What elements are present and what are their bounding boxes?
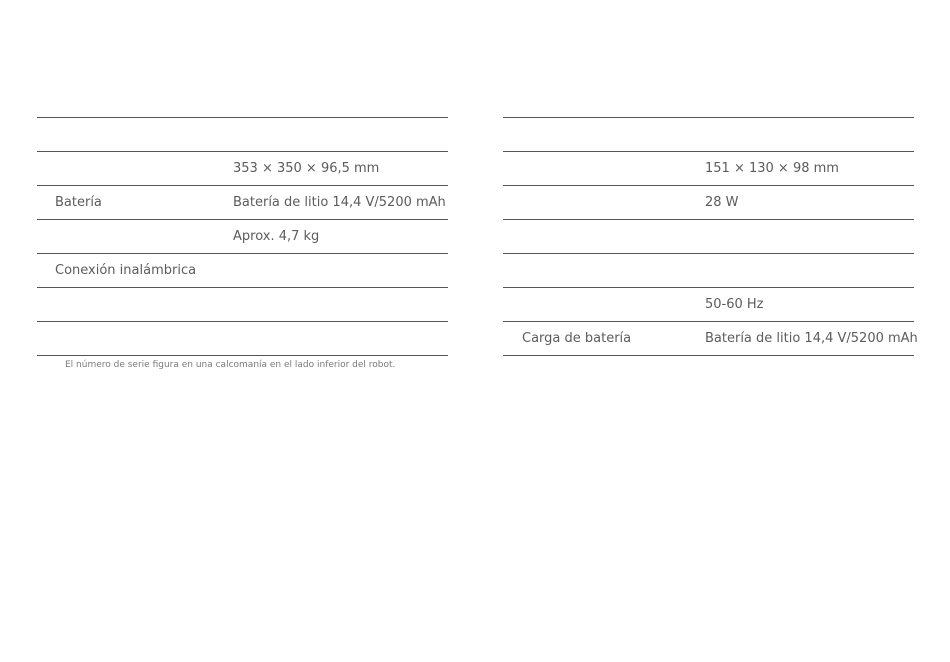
table-row — [37, 118, 448, 152]
footnote: El número de serie figura en una calcomanía en el lado inferior del robot. — [65, 360, 396, 370]
table-row — [37, 288, 448, 322]
table-row — [37, 254, 448, 288]
table-row — [37, 186, 448, 220]
table-row — [503, 322, 918, 356]
spec-value: Aprox. 4,7 kg — [233, 229, 320, 244]
table-row — [37, 322, 448, 356]
spec-value: 151 × 130 × 98 mm — [705, 161, 839, 176]
spec-value: 50-60 Hz — [705, 297, 764, 312]
dock-spec-table — [503, 117, 918, 356]
spec-value: 28 W — [705, 195, 739, 210]
table-row — [37, 220, 448, 254]
spec-label: Carga de batería — [522, 331, 632, 346]
table-row — [503, 186, 914, 220]
spec-value: 353 × 350 × 96,5 mm — [233, 161, 380, 176]
table-row — [503, 118, 914, 152]
table-row — [503, 220, 914, 254]
robot-spec-table — [37, 117, 448, 356]
spec-label: Conexión inalámbrica — [55, 263, 197, 278]
table-row — [37, 152, 448, 186]
table-row — [503, 254, 914, 288]
spec-value: Batería de litio 14,4 V/5200 mAh — [233, 195, 446, 210]
table-row — [503, 288, 914, 322]
table-row — [503, 152, 914, 186]
spec-value: Batería de litio 14,4 V/5200 mAh — [705, 331, 918, 346]
spec-label: Batería — [55, 195, 102, 210]
